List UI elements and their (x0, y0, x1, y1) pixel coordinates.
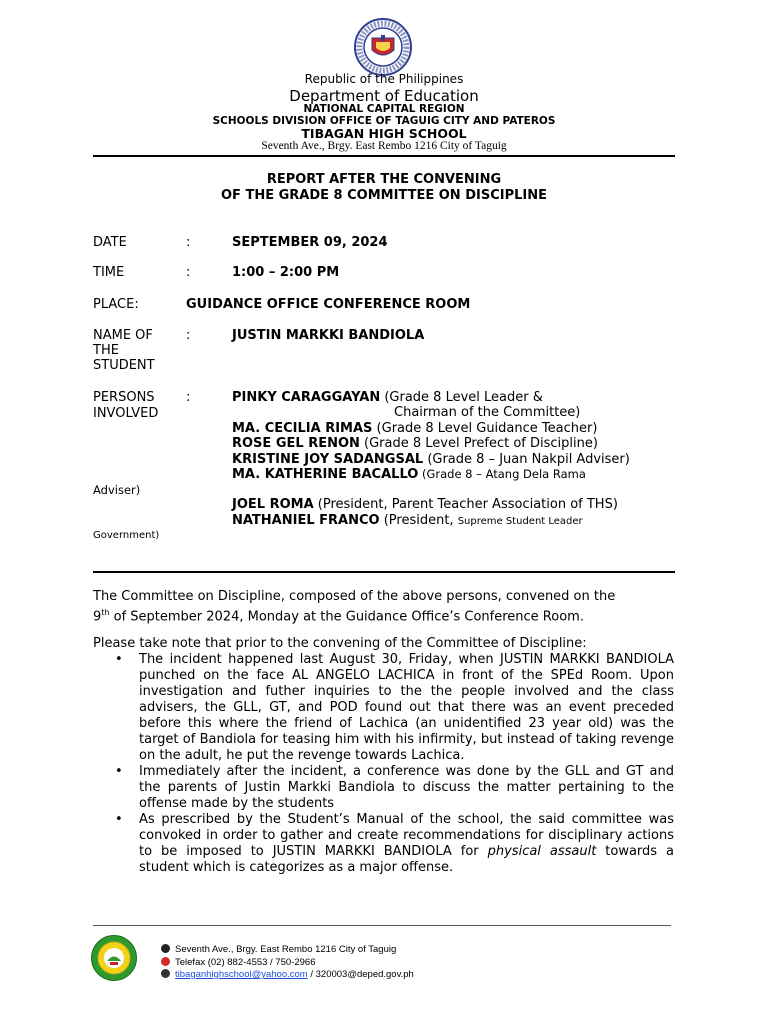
intro-line2 (93, 605, 675, 625)
school-email-link[interactable]: tibaganhighschool@yahoo.com (175, 969, 308, 980)
persons-colon: : (186, 390, 191, 405)
region-line: NATIONAL CAPITAL REGION (303, 103, 465, 115)
person-role: (Grade 8 Level Leader & (380, 390, 543, 405)
person-name: ROSE GEL RENON (232, 436, 360, 451)
school-address: Seventh Ave., Brgy. East Rembo 1216 City of Taguig (261, 140, 507, 152)
place-label: PLACE: (93, 297, 139, 312)
person-role-small: Supreme Student Leader (457, 516, 583, 527)
person-role: (Grade 8 Level Guidance Teacher) (372, 421, 598, 436)
email-separator: / (307, 969, 316, 980)
footer-address-row (161, 944, 396, 956)
person-name: KRISTINE JOY SADANGSAL (232, 452, 424, 467)
section-divider (93, 571, 675, 573)
person-name: PINKY CARAGGAYAN (232, 390, 381, 405)
person-entry (232, 421, 597, 437)
place-value: GUIDANCE OFFICE CONFERENCE ROOM (186, 297, 471, 312)
header-divider (93, 155, 675, 157)
bullet-icon: • (115, 812, 123, 827)
persons-label-line2: INVOLVED (93, 406, 159, 421)
person-role: (Grade 8 – Atang Dela Rama (418, 467, 586, 481)
footer-email-row (161, 969, 414, 981)
location-pin-icon (161, 944, 170, 953)
bullet-text: As prescribed by the Student’s Manual of the school, the said committee was convoked in order to gather and create recommendations for disciplinary actions to be imposed to JUSTIN MARKKI BANDIOLA for (139, 812, 674, 859)
bullet-text: Immediately after the incident, a conference was done by the GLL and GT and the parents of Justin Markki Bandiola to discuss the matter pertaining to the offense made by the students (139, 764, 674, 811)
person-entry (232, 467, 586, 483)
person-role: Government) (93, 530, 160, 541)
person-name: MA. KATHERINE BACALLO (232, 467, 419, 482)
date-colon: : (186, 235, 191, 250)
footer-address: Seventh Ave., Brgy. East Rembo 1216 City of Taguig (175, 944, 397, 955)
footer-telefax: Telefax (02) 882-4553 / 750-2966 (175, 957, 316, 968)
person-name: MA. CECILIA RIMAS (232, 421, 373, 436)
note-paragraph: Please take note that prior to the convening of the Committee of Discipline: (93, 636, 587, 651)
person-name: JOEL ROMA (232, 497, 314, 512)
student-name-value: JUSTIN MARKKI BANDIOLA (232, 328, 425, 343)
person-entry (232, 513, 583, 530)
person-entry (232, 390, 543, 406)
school-logo (90, 934, 138, 982)
bullet-emphasis: physical assault (487, 844, 597, 859)
time-label: TIME (93, 265, 125, 280)
footer-divider (93, 925, 671, 926)
bullet-item (93, 764, 674, 812)
time-value: 1:00 – 2:00 PM (232, 265, 340, 280)
school-name: TIBAGAN HIGH SCHOOL (301, 126, 467, 141)
intro-paragraph (93, 589, 675, 625)
bullet-item (93, 812, 674, 876)
intro-day: 9 (93, 609, 102, 625)
bullet-icon: • (115, 764, 123, 779)
time-colon: : (186, 265, 191, 280)
person-role: (Grade 8 Level Prefect of Discipline) (359, 436, 598, 451)
bullet-icon: • (115, 652, 123, 667)
bullet-item (93, 652, 674, 764)
date-label: DATE (93, 235, 127, 250)
person-name: NATHANIEL FRANCO (232, 513, 380, 528)
division-line: SCHOOLS DIVISION OFFICE OF TAGUIG CITY AND PATEROS (212, 115, 556, 127)
report-title-line1: REPORT AFTER THE CONVENING (266, 172, 502, 187)
footer-telefax-row (161, 957, 316, 969)
person-entry (394, 405, 580, 421)
person-role: (Grade 8 – Juan Nakpil Adviser) (423, 452, 630, 467)
report-title-line2: OF THE GRADE 8 COMMITTEE ON DISCIPLINE (221, 188, 547, 203)
department-line: Department of Education (289, 87, 479, 105)
person-role: Adviser) (93, 483, 141, 497)
deped-seal-logo (354, 18, 412, 76)
intro-day-suffix: th (101, 608, 110, 617)
person-role: Chairman of the Committee) (394, 405, 581, 420)
student-label-line1: NAME OF (93, 328, 153, 343)
student-label-line3: STUDENT (93, 358, 155, 373)
intro-line1: The Committee on Discipline, composed of the above persons, convened on the (93, 589, 616, 604)
student-colon: : (186, 328, 191, 343)
deped-email: 320003@deped.gov.ph (315, 969, 414, 980)
persons-label-line1: PERSONS (93, 390, 155, 405)
person-role: (President, (379, 513, 458, 528)
person-entry (232, 436, 598, 452)
person-entry (93, 483, 140, 499)
incident-bullet-list (93, 652, 674, 876)
person-entry (232, 497, 618, 513)
bullet-text-end: towards a student which is categorizes as a major offense. (139, 844, 674, 875)
email-icon (161, 969, 170, 978)
bullet-text: The incident happened last August 30, Friday, when JUSTIN MARKKI BANDIOLA punched on the face AL ANGELO LACHICA in front of the SPEd Room. Upon investigation and futher inquiries to the the people involved and the class advisers, the GLL, GT, and POD found out that there was an event preceded before this where the friend of Lachica (an unidentified 23 year old) was the target of Bandiola for teasing him with his infirmity, but instead of taking revenge on the adult, he put the revenge towards Lachica. (139, 652, 674, 763)
person-entry (232, 452, 630, 468)
person-role: (President, Parent Teacher Association of THS) (313, 497, 618, 512)
date-value: SEPTEMBER 09, 2024 (232, 235, 388, 250)
student-label-line2: THE (93, 343, 119, 358)
person-entry (93, 528, 159, 544)
phone-icon (161, 957, 170, 966)
intro-rest: of September 2024, Monday at the Guidance Office’s Conference Room. (109, 609, 584, 625)
republic-line: Republic of the Philippines (304, 72, 464, 86)
